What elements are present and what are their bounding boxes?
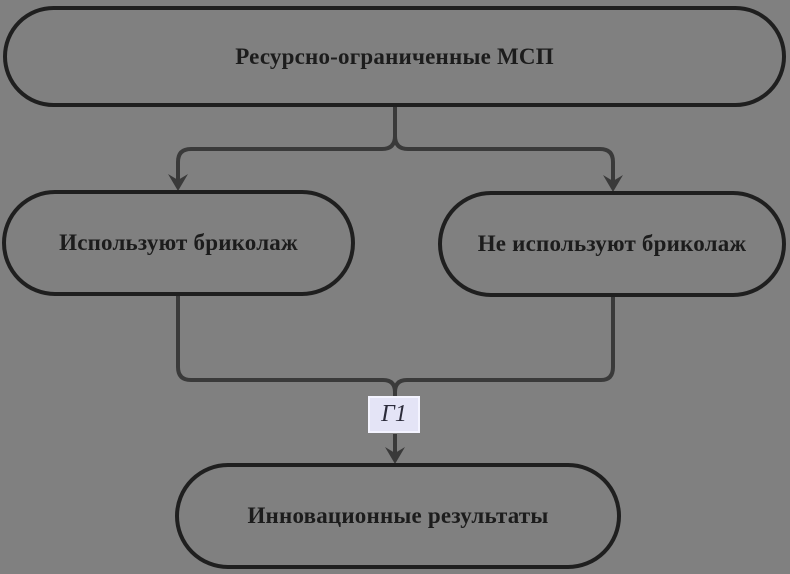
connector-top-to-left — [178, 107, 395, 182]
node-no-bricolage-label: Не используют бриколаж — [477, 231, 747, 257]
node-use-bricolage-label: Используют бриколаж — [59, 230, 298, 256]
node-resource-constrained-smes — [3, 6, 786, 107]
node-no-bricolage — [438, 191, 786, 297]
connector-top-to-right — [395, 136, 613, 183]
connector-left-to-merge — [178, 296, 395, 399]
node-innovation-results — [175, 463, 621, 569]
hypothesis-g1-label: Г1 — [381, 400, 407, 427]
node-innovation-results-label: Инновационные результаты — [247, 503, 549, 529]
node-use-bricolage — [2, 190, 355, 296]
node-resource-constrained-smes-label: Ресурсно-ограниченные МСП — [235, 43, 554, 69]
connector-right-to-merge — [395, 297, 613, 392]
hypothesis-g1-badge — [368, 396, 420, 433]
